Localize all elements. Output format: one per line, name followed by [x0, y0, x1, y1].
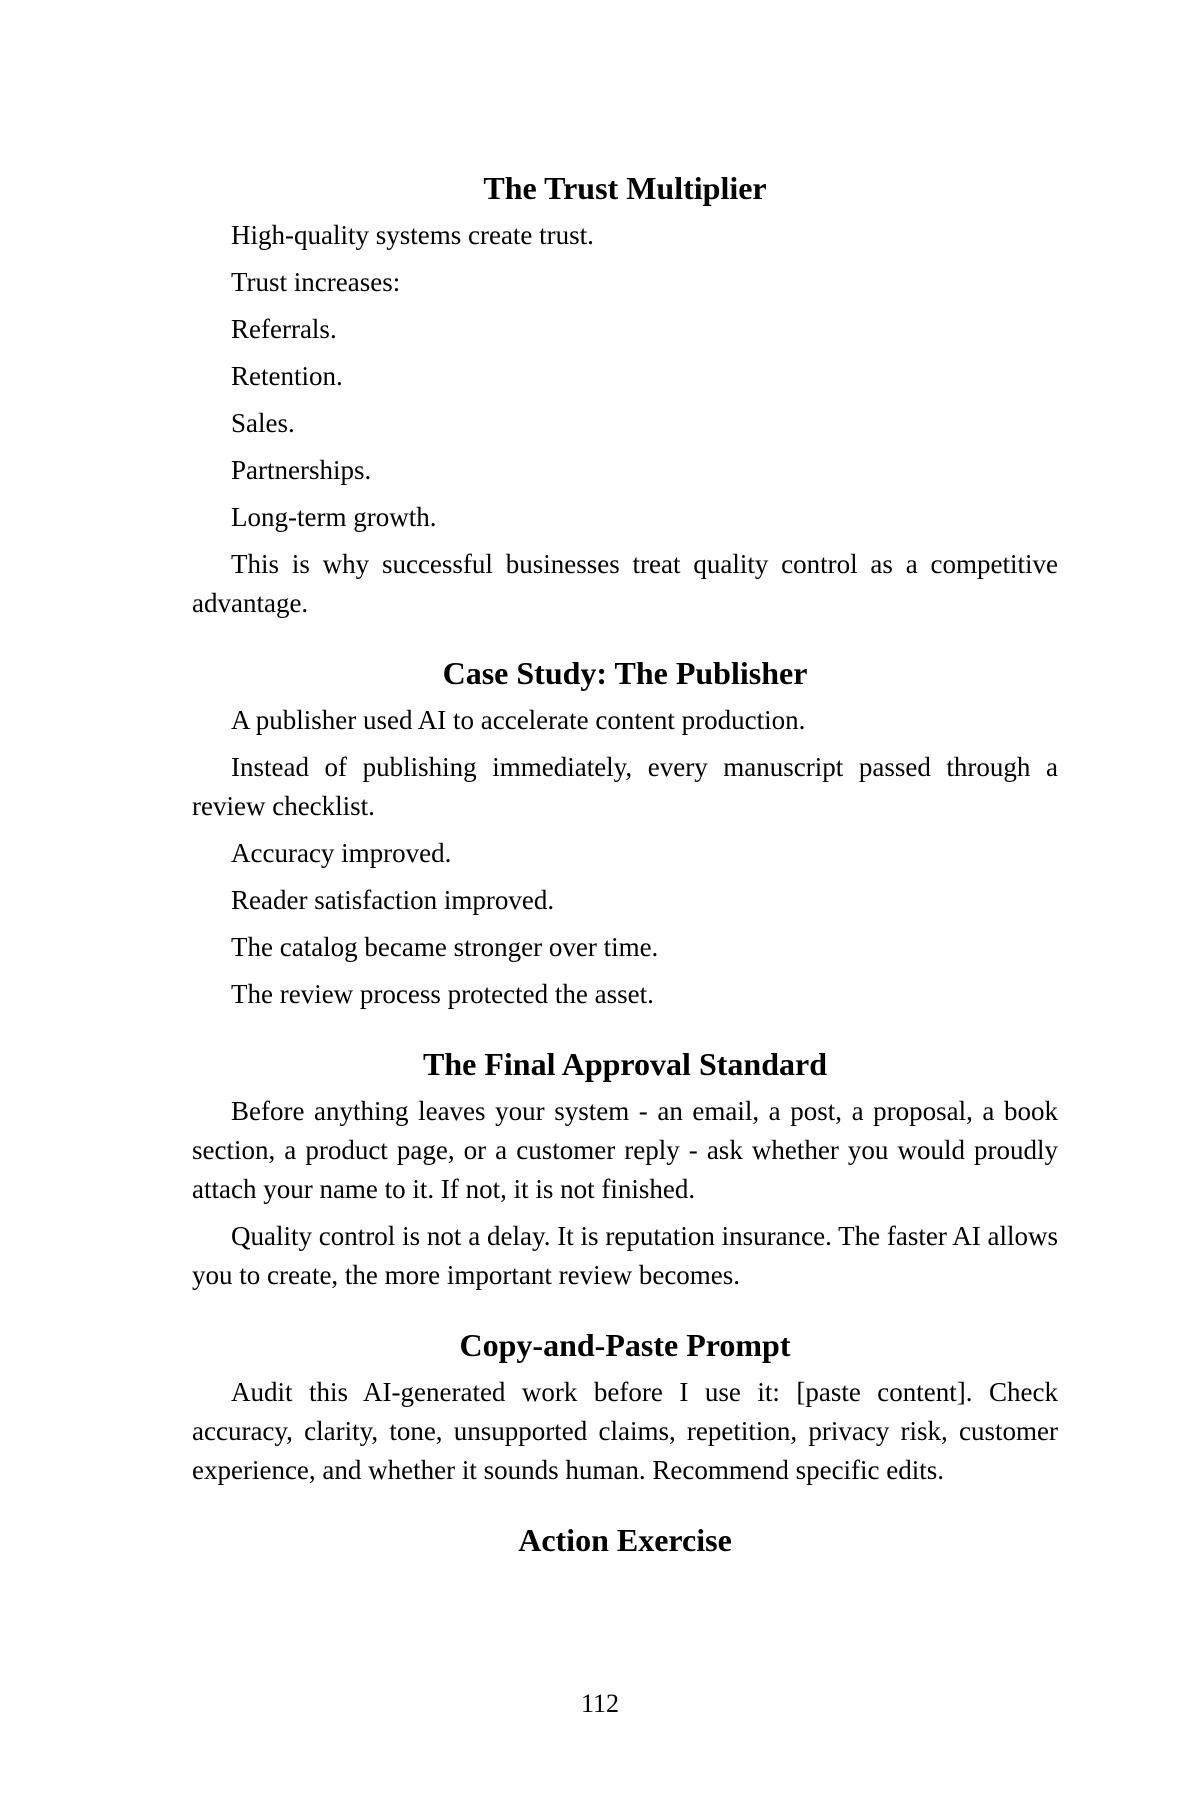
paragraph: The catalog became stronger over time.	[231, 932, 659, 962]
paragraph: Sales.	[231, 408, 295, 438]
paragraph: High-quality systems create trust.	[231, 220, 594, 250]
paragraph: Audit this AI-generated work before I use it: [paste content]. Check accuracy, clarity, tone, unsupported claims, repetition, privacy risk, customer experience, and whether it sounds human. Recommend specific edits.	[192, 1377, 1058, 1485]
paragraph: Quality control is not a delay. It is reputation insurance. The faster AI allows you to create, the more important review becomes.	[192, 1221, 1058, 1290]
paragraph: Long-term growth.	[231, 502, 437, 532]
paragraph: Reader satisfaction improved.	[231, 885, 555, 915]
section-heading: Case Study: The Publisher	[442, 655, 808, 691]
section-heading: The Final Approval Standard	[423, 1046, 827, 1082]
section-heading: Action Exercise	[518, 1522, 732, 1558]
paragraph: Accuracy improved.	[231, 838, 452, 868]
paragraph: A publisher used AI to accelerate content production.	[231, 705, 806, 735]
paragraph: Trust increases:	[231, 267, 401, 297]
paragraph: Instead of publishing immediately, every manuscript passed through a review checklist.	[192, 752, 1058, 821]
paragraph: Before anything leaves your system - an email, a post, a proposal, a book section, a product page, or a customer reply - ask whether you would proudly attach your name to it. If not, it is not finished.	[192, 1096, 1058, 1204]
paragraph: This is why successful businesses treat quality control as a competitive advantage.	[192, 549, 1058, 618]
section-trust-multiplier	[192, 168, 1058, 623]
section-case-study	[192, 653, 1058, 1014]
page-number: 112	[580, 1689, 620, 1718]
section-copy-paste-prompt	[192, 1325, 1058, 1490]
paragraph: Partnerships.	[231, 455, 372, 485]
section-heading: The Trust Multiplier	[483, 170, 767, 206]
section-final-approval	[192, 1044, 1058, 1295]
section-action-exercise	[192, 1520, 1058, 1560]
paragraph: Retention.	[231, 361, 343, 391]
paragraph: The review process protected the asset.	[231, 979, 654, 1009]
page-content	[192, 168, 1058, 1568]
section-heading: Copy-and-Paste Prompt	[459, 1327, 791, 1363]
paragraph: Referrals.	[231, 314, 337, 344]
